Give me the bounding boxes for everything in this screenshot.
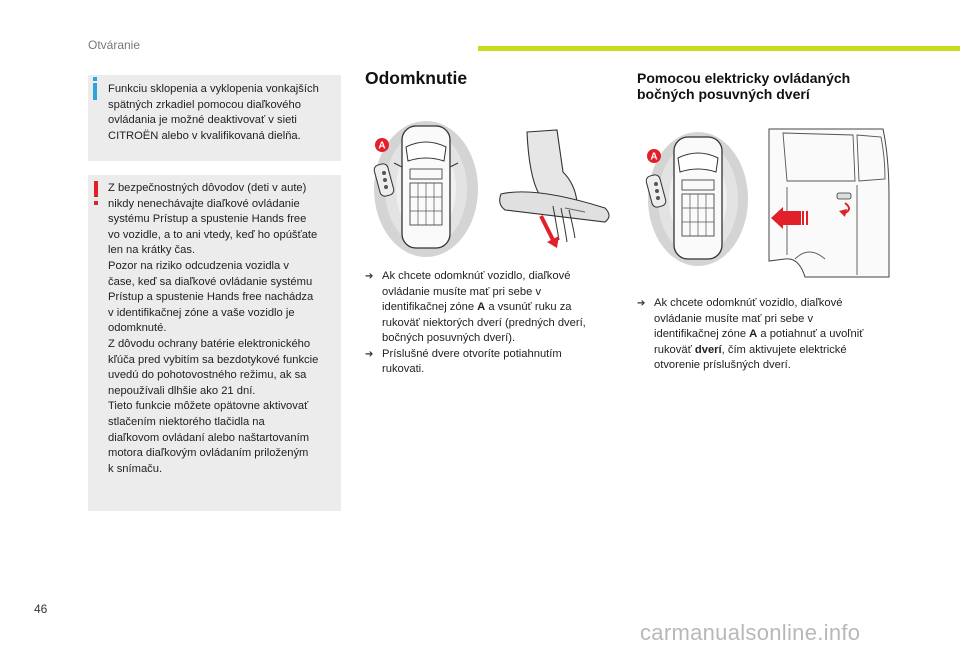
text-segment: ovládanie musíte mať pri sebe v: [382, 285, 542, 298]
text-line: čase, keď sa diaľkové ovládanie systému: [108, 275, 313, 288]
text-line: ovládania je možné deaktivovať v sieti: [108, 114, 297, 127]
bullet-line: [654, 343, 892, 359]
text-line: systému Prístup a spustenie Hands free: [108, 213, 307, 226]
text-line: nepoužívali dlhšie ako 21 dní.: [108, 384, 256, 397]
title-line: Pomocou elektricky ovládaných: [637, 70, 851, 86]
page-number: 46: [34, 602, 48, 616]
info-icon: [93, 83, 97, 100]
text-segment: otvorenie príslušných dverí.: [654, 359, 791, 371]
text-line: k snímaču.: [108, 462, 163, 475]
sliding-instructions: [637, 296, 892, 374]
text-line: Tieto funkcie môžete opätovne aktivovať: [108, 400, 309, 413]
text-segment: bočných posuvných dverí).: [382, 332, 516, 344]
bullet-line: [382, 331, 613, 347]
title-line: bočných posuvných dverí: [637, 86, 810, 102]
header-accent-bar: [478, 46, 960, 51]
bullet-item: [365, 347, 613, 378]
zone-label-a: A: [378, 140, 386, 152]
text-line: Pozor na riziko odcudzenia vozidla v: [108, 259, 289, 272]
arrow-right-icon: ➔: [365, 271, 374, 282]
text-line: len na krátky čas.: [108, 244, 196, 257]
bullet-line: [382, 347, 613, 363]
text-line: kľúča pred vybitím sa bezdotykové funkcie: [108, 353, 319, 366]
text-segment: identifikačnej zóne: [382, 301, 478, 313]
text-line: diaľkovom ovládaní alebo naštartovaním: [108, 431, 310, 444]
text-line: v identifikačnej zóne a vaše vozidlo je: [108, 306, 295, 319]
bullet-line: [654, 296, 892, 312]
info-box: [88, 75, 341, 161]
bullet-line: [382, 269, 613, 285]
text-segment: a potiahnuť a uvoľniť: [757, 328, 864, 340]
section-header: Otváranie: [88, 38, 141, 52]
bullet-line: [382, 362, 613, 378]
arrow-right-icon: ➔: [637, 298, 646, 309]
warning-icon: [94, 181, 98, 197]
text-line: Prístup a spustenie Hands free nachádza: [108, 291, 314, 304]
bold-term: dverí: [694, 343, 722, 356]
bullet-line: [382, 285, 613, 301]
bullet-line: [654, 358, 892, 374]
text-line: stlačením niektorého tlačidla na: [108, 415, 265, 428]
text-line: Funkciu sklopenia a vyklopenia vonkajších: [108, 83, 319, 95]
text-line: uvedú do pohotovostného režimu, ak sa: [108, 369, 307, 382]
sliding-zone-illustration: [640, 129, 748, 267]
arrow-right-icon: ➔: [365, 348, 374, 360]
text-line: Z dôvodu ochrany batérie elektronického: [108, 337, 311, 350]
bullet-item: [365, 269, 613, 347]
watermark: carmanualsonline.info: [640, 620, 861, 645]
text-segment: , čím aktivujete elektrické: [721, 343, 847, 356]
bullet-item: [637, 296, 892, 374]
detection-zone-illustration: [368, 117, 478, 257]
text-segment: Príslušné dvere otvoríte potiahnutím: [382, 347, 562, 360]
bullet-line: [382, 300, 613, 316]
sliding-doors-title: [637, 70, 927, 102]
text-segment: rukoväť: [654, 343, 695, 356]
text-line: motora diaľkovým ovládaním priloženým: [108, 447, 309, 460]
text-segment: a vsunúť ruku za: [485, 301, 572, 313]
text-line: nikdy nenechávajte diaľkové ovládanie: [108, 197, 300, 210]
sliding-door-illustration: [765, 127, 890, 285]
warning-text: [108, 181, 333, 477]
bullet-line: [382, 316, 613, 332]
text-line: spätných zrkadiel pomocou diaľkového: [108, 98, 301, 111]
text-segment: identifikačnej zóne: [654, 328, 750, 340]
warning-box: [88, 175, 341, 511]
text-segment: rukovati.: [382, 363, 425, 375]
text-segment: rukoväť niektorých dverí (predných dverí,: [382, 316, 586, 329]
text-segment: ovládanie musíte mať pri sebe v: [654, 312, 814, 325]
text-line: CITROËN alebo v kvalifikovaná dielňa.: [108, 129, 301, 142]
bullet-line: [654, 327, 892, 343]
unlock-title: Odomknutie: [365, 68, 468, 88]
zone-label-a: A: [650, 151, 658, 163]
bold-term: A: [749, 328, 758, 340]
text-segment: Ak chcete odomknúť vozidlo, diaľkové: [382, 270, 571, 282]
text-line: odomknuté.: [108, 322, 167, 335]
info-text: [108, 82, 333, 144]
bullet-line: [654, 312, 892, 328]
text-line: Z bezpečnostných dôvodov (deti v aute): [108, 182, 307, 194]
unlock-instructions: [365, 269, 613, 378]
hand-door-handle-illustration: [495, 124, 615, 254]
text-segment: Ak chcete odomknúť vozidlo, diaľkové: [654, 297, 843, 309]
bold-term: A: [477, 301, 486, 313]
text-line: vo vozidle, a to ani vtedy, keď ho opúšťate: [108, 228, 318, 241]
